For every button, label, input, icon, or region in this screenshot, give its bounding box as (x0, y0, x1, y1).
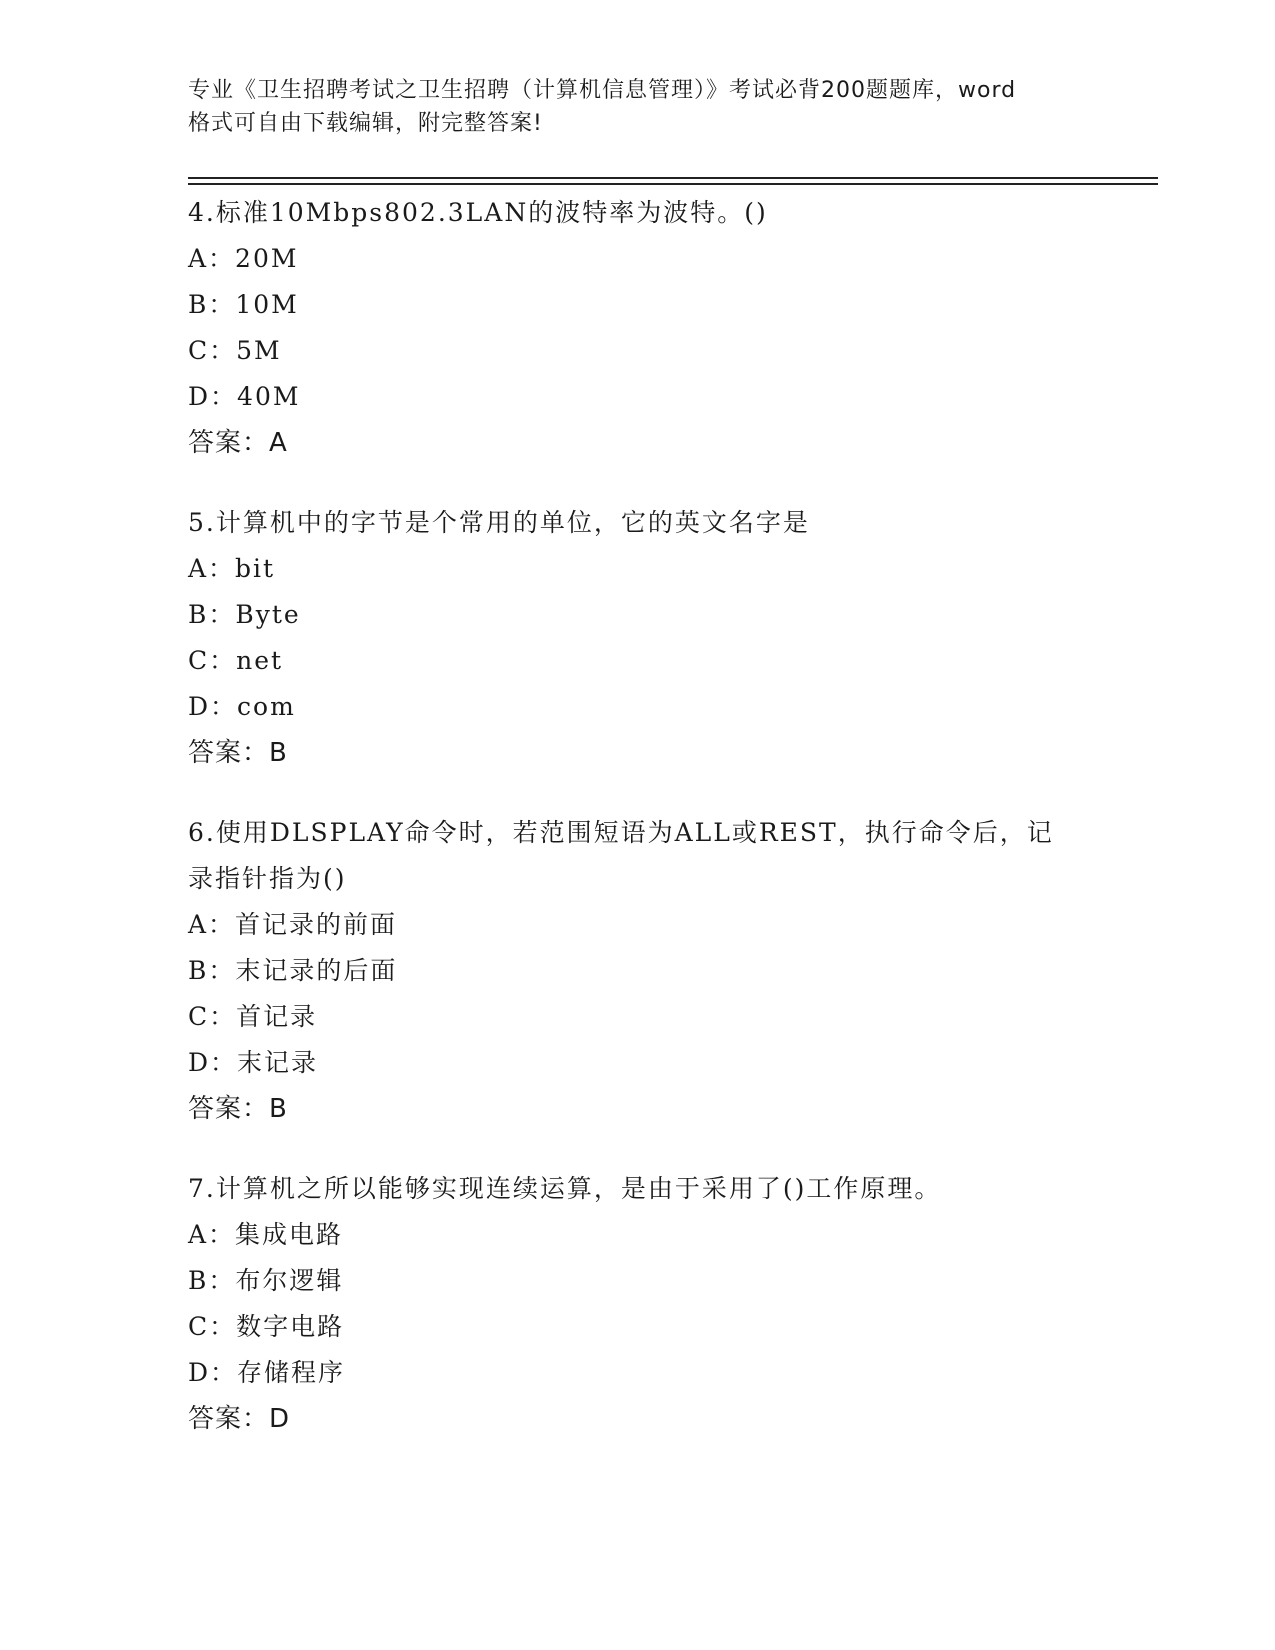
question-stem: 4.标准10Mbps802.3LAN的波特率为波特。() (188, 198, 768, 227)
answer-text: 答案：D (188, 1404, 291, 1434)
option-c: C：5M (188, 336, 282, 365)
option-a: A：20M (188, 244, 299, 273)
option-c: C：net (188, 646, 284, 675)
option-d: D：com (188, 692, 296, 721)
option-c: C：数字电路 (188, 1312, 345, 1341)
answer-text: 答案：B (188, 1094, 288, 1124)
question-stem-line-1: 6.使用DLSPLAY命令时，若范围短语为ALL或REST，执行命令后，记 (188, 818, 1054, 847)
option-a: A：bit (188, 554, 276, 583)
question-stem-line-2: 录指针指为() (188, 864, 347, 893)
document-header (188, 74, 1108, 140)
option-d: D：40M (188, 382, 301, 411)
option-b: B：Byte (188, 600, 301, 629)
question-stem: 7.计算机之所以能够实现连续运算，是由于采用了()工作原理。 (188, 1174, 942, 1203)
option-a: A：集成电路 (188, 1220, 344, 1249)
option-a: A：首记录的前面 (188, 910, 398, 939)
question-stem: 5.计算机中的字节是个常用的单位，它的英文名字是 (188, 508, 810, 537)
option-b: B：末记录的后面 (188, 956, 398, 985)
header-title-line-1: 专业《卫生招聘考试之卫生招聘（计算机信息管理）》考试必背200题题库，word (188, 78, 1017, 103)
option-d: D：末记录 (188, 1048, 319, 1077)
header-divider-top (188, 177, 1158, 179)
option-d: D：存储程序 (188, 1358, 346, 1387)
option-b: B：布尔逻辑 (188, 1266, 344, 1295)
option-c: C：首记录 (188, 1002, 318, 1031)
question-7 (188, 1166, 1088, 1442)
option-b: B：10M (188, 290, 299, 319)
answer-text: 答案：B (188, 738, 288, 768)
header-title-line-2: 格式可自由下载编辑，附完整答案! (188, 111, 543, 136)
header-divider-bottom (188, 183, 1158, 185)
question-list (188, 190, 1088, 1476)
question-5 (188, 500, 1088, 776)
question-4 (188, 190, 1088, 466)
question-6 (188, 810, 1088, 1132)
answer-text: 答案：A (188, 428, 288, 458)
